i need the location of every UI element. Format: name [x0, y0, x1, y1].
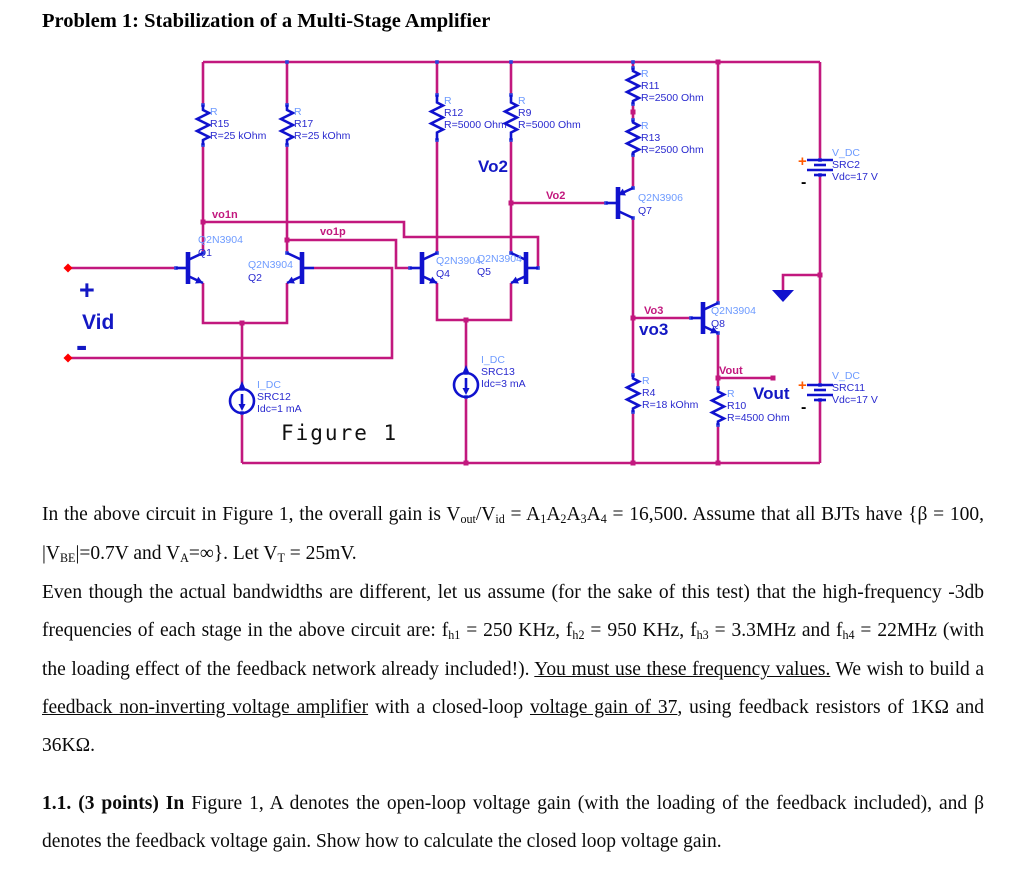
current-source-label-SRC12: SRC12	[257, 391, 291, 403]
current-arrow-head	[463, 388, 470, 395]
pin-dot	[435, 60, 439, 64]
wire	[437, 283, 511, 320]
paragraph-question-1-1: 1.1. (3 points) In Figure 1, A denotes the open-loop voltage gain (with the loading of the feedback included), and β denotes the feedback voltage gain. Show how to calculate the closed loop voltage gain.	[42, 793, 984, 852]
resistor-label-R13: R=2500 Ohm	[641, 144, 704, 156]
junction-dot	[285, 238, 290, 243]
voltage-source-label-SRC11: V_DC	[832, 370, 861, 382]
resistor-label-R17: R	[294, 106, 302, 118]
current-source-label-SRC13: SRC13	[481, 366, 515, 378]
transistor-model-Q5: Q2N3904	[477, 253, 522, 265]
voltage-source-label-SRC2: Vdc=17 V	[832, 171, 878, 183]
node-label-+: +	[798, 377, 807, 394]
voltage-source-label-SRC11: Vdc=17 V	[832, 394, 878, 406]
junction-dot	[818, 273, 823, 278]
junction-dot	[464, 461, 469, 466]
resistor-label-R13: R13	[641, 132, 661, 144]
wire	[68, 268, 392, 358]
transistor-name-Q8: Q8	[711, 318, 726, 330]
resistor-label-R17: R17	[294, 118, 314, 130]
pin-dot	[509, 60, 513, 64]
current-arrow-head	[239, 404, 246, 411]
junction-dot	[631, 316, 636, 321]
node-label-+: +	[79, 275, 95, 305]
resistor-R15	[197, 105, 209, 145]
node-label-vo1p: vo1p	[320, 226, 346, 238]
lead-arrow-head	[463, 365, 469, 372]
pin-dot	[631, 60, 635, 64]
page-title: Problem 1: Stabilization of a Multi-Stage Amplifier	[42, 10, 491, 32]
node-label-Vo2: Vo2	[546, 190, 566, 202]
resistor-R17	[281, 105, 293, 145]
voltage-source-label-SRC2: V_DC	[832, 147, 861, 159]
resistor-R9	[505, 95, 517, 140]
junction-dot	[771, 376, 776, 381]
transistor-name-Q7: Q7	[638, 205, 653, 217]
ground-icon	[772, 290, 794, 302]
resistor-label-R12: R	[444, 95, 452, 107]
transistor-model-Q2: Q2N3904	[248, 259, 293, 271]
transistor-name-Q1: Q1	[198, 247, 213, 259]
lead-arrow-head	[239, 381, 245, 388]
resistor-R13	[627, 120, 639, 155]
resistor-label-R4: R	[642, 375, 650, 387]
resistor-label-R12: R=5000 Ohm	[444, 119, 507, 131]
input-terminal-dot	[63, 353, 72, 362]
resistor-label-R9: R	[518, 95, 526, 107]
figure-caption: Figure 1	[281, 421, 399, 445]
resistor-label-R13: R	[641, 120, 649, 132]
junction-dot	[464, 318, 469, 323]
node-label--: -	[801, 399, 807, 416]
transistor-model-Q1: Q2N3904	[198, 234, 243, 246]
resistor-label-R12: R12	[444, 107, 464, 119]
junction-dot	[631, 461, 636, 466]
resistor-label-R11: R11	[641, 80, 660, 92]
pin-dot	[285, 60, 289, 64]
resistor-label-R10: R	[727, 388, 735, 400]
resistor-R4	[627, 375, 639, 412]
current-source-label-SRC13: I_DC	[481, 354, 505, 366]
resistor-label-R15: R	[210, 106, 218, 118]
resistor-R10	[712, 388, 724, 425]
node-label--: -	[76, 327, 88, 365]
resistor-label-R17: R=25 kOhm	[294, 130, 351, 142]
resistor-label-R15: R=25 kOhm	[210, 130, 267, 142]
resistor-R11	[627, 68, 639, 104]
current-source-label-SRC13: Idc=3 mA	[481, 378, 526, 390]
node-label-Vo2: Vo2	[478, 157, 508, 176]
transistor-model-Q7: Q2N3906	[638, 192, 683, 204]
wire	[287, 240, 410, 268]
transistor-model-Q8: Q2N3904	[711, 305, 756, 317]
resistor-label-R9: R9	[518, 107, 532, 119]
node-label-vo3: vo3	[639, 320, 669, 339]
node-label-Vout: Vout	[719, 365, 743, 377]
junction-dot	[201, 220, 206, 225]
transistor-name-Q4: Q4	[436, 268, 451, 280]
resistor-label-R11: R	[641, 68, 649, 80]
resistor-label-R4: R=18 kOhm	[642, 399, 699, 411]
junction-dot	[509, 201, 514, 206]
transistor-model-Q4: Q2N3904	[436, 255, 481, 267]
node-label-+: +	[798, 153, 807, 170]
resistor-label-R9: R=5000 Ohm	[518, 119, 581, 131]
node-label-Vid: Vid	[82, 311, 115, 334]
node-label--: -	[801, 174, 807, 191]
paragraph-overview: In the above circuit in Figure 1, the overall gain is Vout/Vid = A1A2A3A4 = 16,500. Assume that all BJTs have {β = 100, |VBE|=0.7V and VA=∞}. Let VT = 25mV.	[42, 504, 984, 565]
node-label-Vout: Vout	[753, 384, 790, 403]
wire	[783, 275, 820, 290]
wire	[203, 283, 287, 323]
node-label-vo1n: vo1n	[212, 209, 238, 221]
resistor-label-R15: R15	[210, 118, 230, 130]
resistor-label-R10: R10	[727, 400, 747, 412]
current-source-label-SRC12: I_DC	[257, 379, 281, 391]
node-label-Vo3: Vo3	[644, 305, 664, 317]
transistor-name-Q2: Q2	[248, 272, 263, 284]
voltage-source-label-SRC11: SRC11	[832, 382, 866, 394]
junction-dot	[240, 321, 245, 326]
paragraph-frequencies: Even though the actual bandwidths are different, let us assume (for the sake of this test) that the high-frequency -3db frequencies of each stage in the above circuit are: fh1 = 250 KHz, fh2 = 950 KHz, fh3 = 3.3MHz and fh4 = 22MHz (with the loading effect of the feedback network already included!). You must use these frequency values. We wish to build a feedback non-inverting voltage amplifier with a closed-loop voltage gain of 37, using feedback resistors of 1KΩ and 36KΩ.	[42, 582, 985, 756]
problem-text	[42, 496, 984, 861]
junction-dot	[716, 60, 721, 65]
resistor-label-R10: R=4500 Ohm	[727, 412, 790, 424]
resistor-label-R11: R=2500 Ohm	[641, 92, 704, 104]
voltage-source-label-SRC2: SRC2	[832, 159, 861, 171]
junction-dot	[716, 461, 721, 466]
resistor-R12	[431, 95, 443, 140]
current-source-label-SRC12: Idc=1 mA	[257, 403, 302, 415]
resistor-label-R4: R4	[642, 387, 656, 399]
junction-dot	[631, 110, 636, 115]
input-terminal-dot	[63, 263, 72, 272]
transistor-name-Q5: Q5	[477, 266, 492, 278]
